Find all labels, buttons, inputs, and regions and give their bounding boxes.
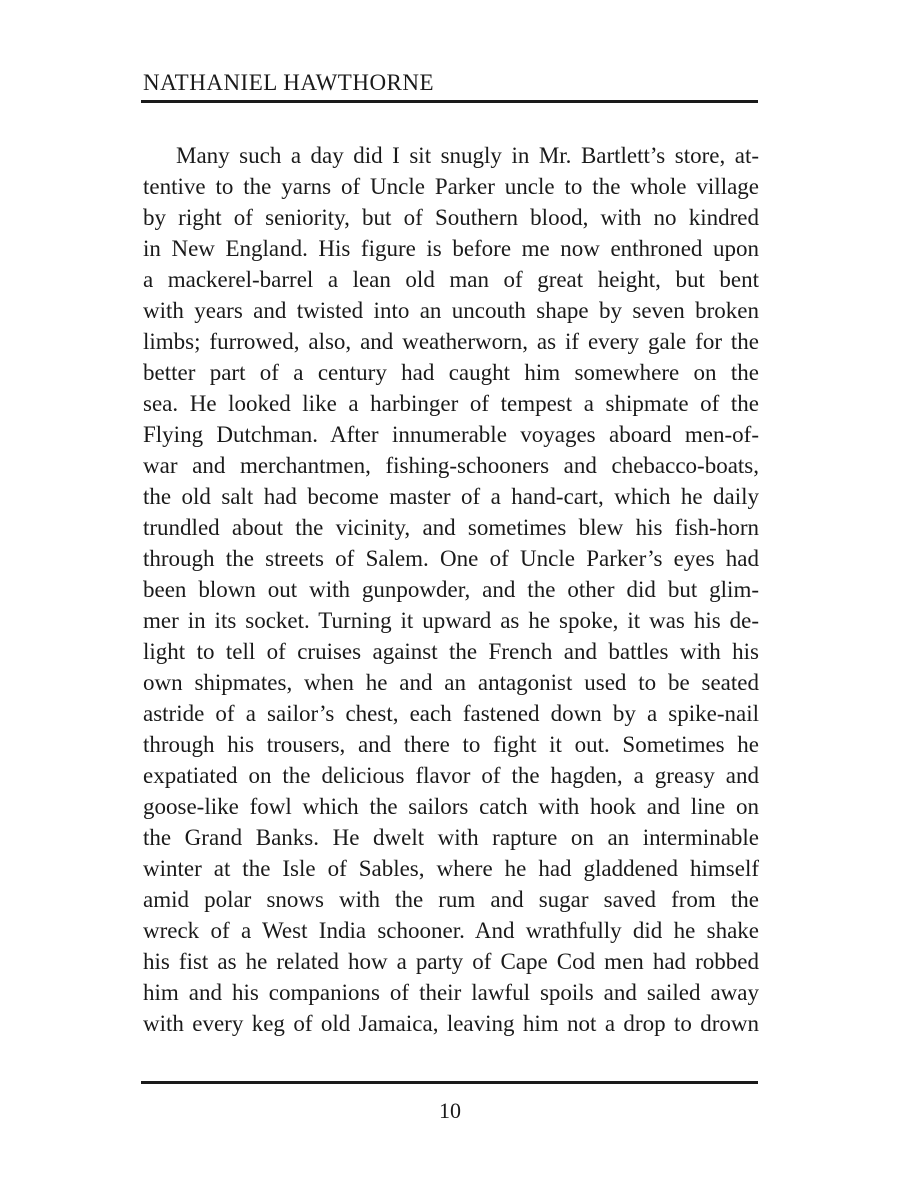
text-line: a mackerel-barrel a lean old man of great height, but bent bbox=[143, 267, 759, 292]
text-line: by right of seniority, but of Southern blood, with no kindred bbox=[143, 205, 759, 230]
footer-rule bbox=[141, 1081, 758, 1084]
text-line: astride of a sailor’s chest, each fastened down by a spike-nail bbox=[143, 701, 759, 726]
text-line: through his trousers, and there to fight it out. Sometimes he bbox=[143, 732, 759, 757]
text-line: the old salt had become master of a hand-cart, which he daily bbox=[143, 484, 759, 509]
text-line: his fist as he related how a party of Cape Cod men had robbed bbox=[143, 949, 759, 974]
text-line: war and merchantmen, fishing-schooners and chebacco-boats, bbox=[143, 453, 759, 478]
running-head-author: NATHANIEL HAWTHORNE bbox=[143, 70, 435, 95]
text-line: Flying Dutchman. After innumerable voyages aboard men-of- bbox=[143, 422, 759, 447]
text-line: the Grand Banks. He dwelt with rapture on an interminable bbox=[143, 825, 759, 850]
text-line: own shipmates, when he and an antagonist used to be seated bbox=[143, 670, 759, 695]
text-line: trundled about the vicinity, and sometimes blew his fish-horn bbox=[143, 515, 759, 540]
text-line: with every keg of old Jamaica, leaving him not a drop to drown bbox=[143, 1011, 759, 1036]
text-line: him and his companions of their lawful spoils and sailed away bbox=[143, 980, 759, 1005]
text-line: light to tell of cruises against the French and battles with his bbox=[143, 639, 759, 664]
text-line: Many such a day did I sit snugly in Mr. Bartlett’s store, at- bbox=[176, 143, 759, 168]
text-line: with years and twisted into an uncouth shape by seven broken bbox=[143, 298, 759, 323]
text-line: sea. He looked like a harbinger of tempest a shipmate of the bbox=[143, 391, 759, 416]
text-line: goose-like fowl which the sailors catch with hook and line on bbox=[143, 794, 759, 819]
text-line: limbs; furrowed, also, and weatherworn, as if every gale for the bbox=[143, 329, 759, 354]
text-line: mer in its socket. Turning it upward as he spoke, it was his de- bbox=[143, 608, 759, 633]
text-line: winter at the Isle of Sables, where he had gladdened himself bbox=[143, 856, 759, 881]
text-line: expatiated on the delicious flavor of the hagden, a greasy and bbox=[143, 763, 759, 788]
body-paragraph bbox=[143, 140, 759, 1039]
header-rule bbox=[141, 100, 758, 103]
text-line: better part of a century had caught him somewhere on the bbox=[143, 360, 759, 385]
text-line: tentive to the yarns of Uncle Parker uncle to the whole village bbox=[143, 174, 759, 199]
text-line: through the streets of Salem. One of Uncle Parker’s eyes had bbox=[143, 546, 759, 571]
text-line: been blown out with gunpowder, and the other did but glim- bbox=[143, 577, 759, 602]
text-line: in New England. His figure is before me now enthroned upon bbox=[143, 236, 759, 261]
text-line: amid polar snows with the rum and sugar saved from the bbox=[143, 887, 759, 912]
text-line: wreck of a West India schooner. And wrathfully did he shake bbox=[143, 918, 759, 943]
page-number: 10 bbox=[439, 1098, 461, 1123]
